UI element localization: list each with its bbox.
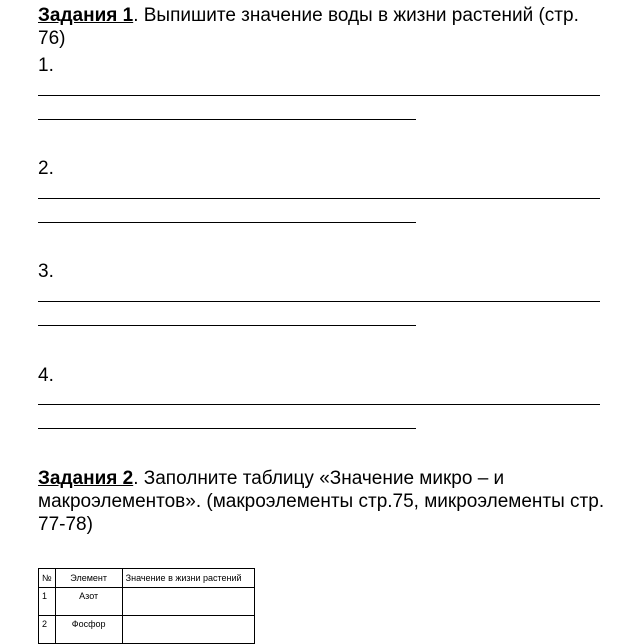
table-row <box>39 616 255 644</box>
task2-label: Задания 2 <box>38 468 134 489</box>
answer-line-2b[interactable] <box>38 222 416 223</box>
row-meaning-cell[interactable] <box>122 616 254 644</box>
task2-heading <box>38 467 608 536</box>
row-meaning-cell[interactable] <box>122 588 254 616</box>
row-element: Азот <box>55 588 122 616</box>
row-number: 2 <box>39 616 56 644</box>
answer-number-2: 2. <box>38 158 54 179</box>
answer-number-4: 4. <box>38 365 54 386</box>
task1-text: . Выпишите значение воды в жизни растений (стр. 76) <box>38 5 579 49</box>
row-number: 1 <box>39 588 56 616</box>
task2-text: . Заполните таблицу «Значение микро – и макроэлементов». (макроэлементы стр.75, микроэлементы стр. 77-78) <box>38 468 605 535</box>
table-row <box>39 588 255 616</box>
answer-line-1b[interactable] <box>38 119 416 120</box>
answer-line-4a[interactable] <box>38 404 600 405</box>
answer-line-4b[interactable] <box>38 428 416 429</box>
table-header-row <box>39 569 255 588</box>
task1-label: Задания 1 <box>38 5 134 26</box>
header-number: № <box>39 569 56 588</box>
answer-line-1a[interactable] <box>38 95 600 96</box>
header-meaning: Значение в жизни растений <box>122 569 254 588</box>
answer-number-3: 3. <box>38 261 54 282</box>
task1-heading <box>38 4 608 50</box>
answer-line-3b[interactable] <box>38 325 416 326</box>
answer-line-2a[interactable] <box>38 198 600 199</box>
answer-number-1: 1. <box>38 55 54 76</box>
row-element: Фосфор <box>55 616 122 644</box>
elements-table <box>38 568 255 644</box>
header-element: Элемент <box>55 569 122 588</box>
answer-line-3a[interactable] <box>38 301 600 302</box>
